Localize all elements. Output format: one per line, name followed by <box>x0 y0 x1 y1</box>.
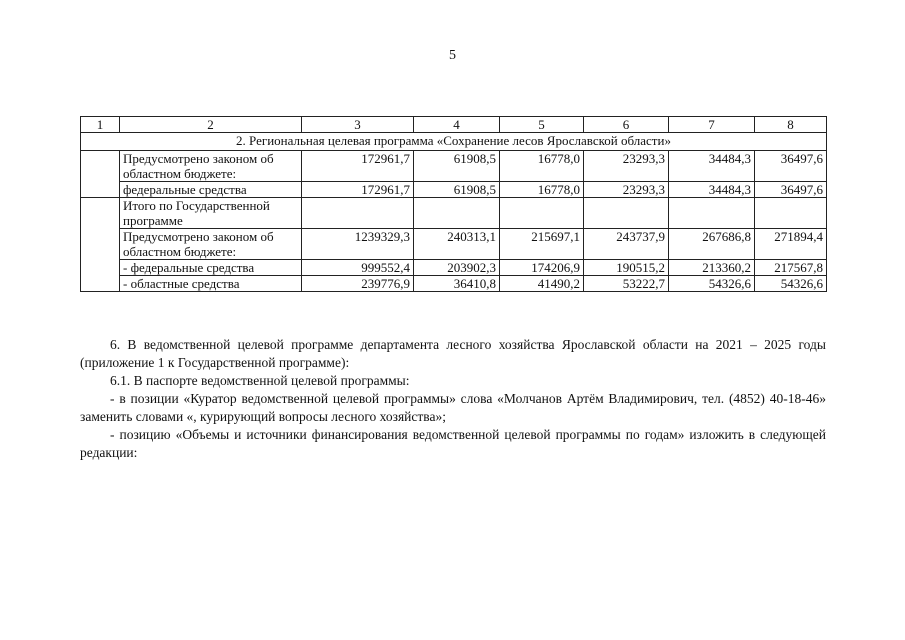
value-cell: 34484,3 <box>669 182 755 198</box>
value-cell: 34484,3 <box>669 151 755 182</box>
header-cell: 4 <box>414 117 500 133</box>
row-label: - федеральные средства <box>120 260 302 276</box>
header-cell: 3 <box>302 117 414 133</box>
value-cell: 215697,1 <box>500 229 584 260</box>
value-cell: 41490,2 <box>500 276 584 292</box>
header-cell: 5 <box>500 117 584 133</box>
section-title-row <box>81 133 827 151</box>
paragraph-curator: - в позиции «Куратор ведомственной целевой программы» слова «Молчанов Артём Владимирович, тел. (4852) 40-18-46» заменить словами «, курирующий вопросы лесного хозяйства»; <box>80 391 826 424</box>
value-cell: 203902,3 <box>414 260 500 276</box>
row-label: федеральные средства <box>120 182 302 198</box>
table-row <box>81 198 827 229</box>
value-cell: 23293,3 <box>584 182 669 198</box>
value-cell <box>414 198 500 229</box>
header-cell: 8 <box>755 117 827 133</box>
value-cell: 190515,2 <box>584 260 669 276</box>
value-cell: 267686,8 <box>669 229 755 260</box>
value-cell: 61908,5 <box>414 182 500 198</box>
value-cell: 36497,6 <box>755 182 827 198</box>
value-cell: 54326,6 <box>669 276 755 292</box>
header-cell: 7 <box>669 117 755 133</box>
table-row <box>81 260 827 276</box>
value-cell <box>500 198 584 229</box>
table-row <box>81 229 827 260</box>
table-row <box>81 182 827 198</box>
page-number: 5 <box>449 48 456 63</box>
value-cell: 36410,8 <box>414 276 500 292</box>
paragraph-6-1: 6.1. В паспорте ведомственной целевой программы: <box>110 373 410 388</box>
value-cell <box>302 198 414 229</box>
value-cell: 174206,9 <box>500 260 584 276</box>
value-cell: 1239329,3 <box>302 229 414 260</box>
row-label: Предусмотрено законом об областном бюджете: <box>120 151 302 182</box>
value-cell <box>755 198 827 229</box>
row-label: - областные средства <box>120 276 302 292</box>
value-cell <box>669 198 755 229</box>
value-cell: 36497,6 <box>755 151 827 182</box>
value-cell: 61908,5 <box>414 151 500 182</box>
value-cell: 217567,8 <box>755 260 827 276</box>
value-cell: 16778,0 <box>500 182 584 198</box>
value-cell: 240313,1 <box>414 229 500 260</box>
value-cell: 172961,7 <box>302 151 414 182</box>
financing-table <box>80 116 827 292</box>
header-cell: 2 <box>120 117 302 133</box>
value-cell: 999552,4 <box>302 260 414 276</box>
empty-cell <box>81 151 120 198</box>
value-cell: 239776,9 <box>302 276 414 292</box>
value-cell <box>584 198 669 229</box>
value-cell: 271894,4 <box>755 229 827 260</box>
table-header-row <box>81 117 827 133</box>
header-cell: 1 <box>81 117 120 133</box>
value-cell: 172961,7 <box>302 182 414 198</box>
value-cell: 53222,7 <box>584 276 669 292</box>
paragraph-6: 6. В ведомственной целевой программе департамента лесного хозяйства Ярославской области на 2021 – 2025 годы (приложение 1 к Государственной программе): <box>80 337 826 370</box>
value-cell: 16778,0 <box>500 151 584 182</box>
table-row <box>81 151 827 182</box>
header-cell: 6 <box>584 117 669 133</box>
value-cell: 54326,6 <box>755 276 827 292</box>
section-title: 2. Региональная целевая программа «Сохранение лесов Ярославской области» <box>81 133 827 151</box>
value-cell: 23293,3 <box>584 151 669 182</box>
value-cell: 213360,2 <box>669 260 755 276</box>
empty-cell <box>81 198 120 292</box>
table-row <box>81 276 827 292</box>
row-label: Предусмотрено законом об областном бюджете: <box>120 229 302 260</box>
value-cell: 243737,9 <box>584 229 669 260</box>
paragraph-volumes: - позицию «Объемы и источники финансирования ведомственной целевой программы по годам» изложить в следующей редакции: <box>80 427 826 460</box>
row-label: Итого по Государственной программе <box>120 198 302 229</box>
